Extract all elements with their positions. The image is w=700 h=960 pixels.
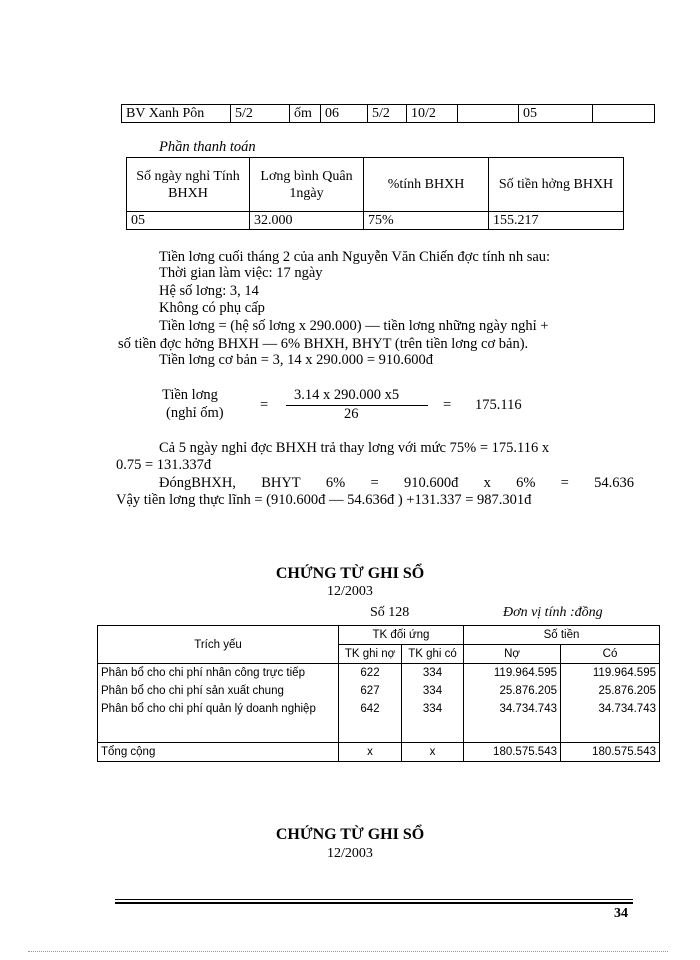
unit-label: Đơn vị tính :đồng [503, 605, 603, 620]
word: 910.600đ [403, 475, 459, 491]
empty-cell [458, 105, 519, 123]
reason-cell: ốm [290, 105, 321, 123]
days-cell: 06 [321, 105, 368, 123]
header-cell: Trích yếu [98, 626, 339, 664]
table-row [98, 664, 660, 683]
header-cell: TK đối ứng [339, 626, 464, 645]
text-line: Cả 5 ngày nghỉ đợc BHXH trả thay lơng với mức 75% = 175.116 x [159, 440, 550, 456]
word: x [483, 475, 491, 491]
formula-result: 175.116 [475, 397, 522, 413]
cell: 34.734.743 [464, 700, 561, 718]
word: = [560, 475, 569, 491]
word: = [370, 475, 379, 491]
text-line: Không có phụ cấp [159, 300, 265, 316]
header-cell: Số tiền [464, 626, 660, 645]
cell [402, 718, 464, 743]
header-cell: Số ngày nghỉ Tính BHXH [127, 158, 250, 212]
text-line: Vậy tiền lơng thực lĩnh = (910.600đ — 54.636đ ) +131.337 = 987.301đ [116, 492, 532, 508]
cell: x [339, 743, 402, 762]
header-cell: Số tiền hởng BHXH [489, 158, 624, 212]
count-cell: 05 [519, 105, 593, 123]
text-line: Hệ số lơng: 3, 14 [159, 283, 259, 299]
table-header-row [98, 626, 660, 645]
cell: 627 [339, 682, 402, 700]
cell: 334 [402, 664, 464, 683]
header-cell: TK ghi có [402, 645, 464, 664]
voucher-number: Số 128 [370, 605, 410, 620]
cell: 32.000 [250, 212, 364, 230]
formula-equals: = [443, 397, 452, 413]
voucher-title: CHỨNG TỪ GHI SỔ [275, 565, 425, 582]
table-row [127, 212, 624, 230]
empty-cell [593, 105, 655, 123]
text-line: Thời gian làm việc: 17 ngày [159, 265, 323, 281]
cell: Phân bổ cho chi phí nhân công trực tiếp [98, 664, 339, 683]
payment-table [126, 157, 624, 230]
header-cell: Lơng bình Quân 1ngày [250, 158, 364, 212]
page-number: 34 [614, 906, 628, 921]
cell [464, 718, 561, 743]
sick-leave-row-table [121, 104, 655, 123]
cell: 34.734.743 [561, 700, 660, 718]
cell: 119.964.595 [561, 664, 660, 683]
header-cell: %tính BHXH [364, 158, 489, 212]
page-edge [28, 951, 668, 952]
justified-line [159, 475, 634, 491]
text-line: Tiền lơng cơ bản = 3, 14 x 290.000 = 910.600đ [159, 352, 434, 368]
formula-numerator: 3.14 x 290.000 x5 [294, 387, 400, 403]
formula-label-top: Tiền lơng [162, 387, 218, 403]
table-row [98, 682, 660, 700]
word: ĐóngBHXH, [159, 475, 236, 491]
cell: 119.964.595 [464, 664, 561, 683]
cell: 180.575.543 [464, 743, 561, 762]
cell: 642 [339, 700, 402, 718]
voucher-date: 12/2003 [327, 846, 373, 861]
payment-title: Phần thanh toán [159, 139, 256, 155]
cell: 75% [364, 212, 489, 230]
cell: 334 [402, 700, 464, 718]
table-row [98, 700, 660, 718]
cell: 155.217 [489, 212, 624, 230]
cell [339, 718, 402, 743]
table-header-row [127, 158, 624, 212]
footer-rule [115, 902, 633, 904]
cell [561, 718, 660, 743]
cell: Phân bổ cho chi phí quản lý doanh nghiệp [98, 700, 339, 718]
text-line: 0.75 = 131.337đ [116, 457, 212, 473]
cell: 622 [339, 664, 402, 683]
footer-rule [115, 899, 633, 900]
cell: 05 [127, 212, 250, 230]
word: BHYT [261, 475, 301, 491]
header-cell: Nợ [464, 645, 561, 664]
cell: x [402, 743, 464, 762]
cell: 25.876.205 [464, 682, 561, 700]
formula-denominator: 26 [344, 406, 359, 422]
cell: Phân bổ cho chi phí sản xuất chung [98, 682, 339, 700]
voucher-date: 12/2003 [327, 584, 373, 599]
cell: Tổng cộng [98, 743, 339, 762]
from-cell: 5/2 [368, 105, 407, 123]
word: 6% [325, 475, 346, 491]
voucher-table [97, 625, 660, 762]
to-cell: 10/2 [407, 105, 458, 123]
text-line: số tiền đợc hởng BHXH — 6% BHXH, BHYT (trên tiền lơng cơ bản). [118, 336, 529, 352]
table-row [122, 105, 655, 123]
word: 54.636 [594, 475, 634, 491]
text-line: Tiền lơng = (hệ số lơng x 290.000) — tiền lơng những ngày nghỉ + [159, 318, 549, 334]
cell [98, 718, 339, 743]
formula-equals: = [260, 397, 269, 413]
cell: 334 [402, 682, 464, 700]
header-cell: TK ghi nợ [339, 645, 402, 664]
date-cell: 5/2 [231, 105, 290, 123]
formula-label-bottom: (nghỉ ốm) [166, 405, 224, 421]
hospital-cell: BV Xanh Pôn [122, 105, 231, 123]
word: 6% [516, 475, 536, 491]
header-cell: Có [561, 645, 660, 664]
voucher-title: CHỨNG TỪ GHI SỔ [275, 826, 425, 843]
text-line: Tiền lơng cuối tháng 2 của anh Nguyễn Văn Chiến đợc tính nh sau: [159, 249, 551, 265]
total-row [98, 743, 660, 762]
table-row [98, 718, 660, 743]
cell: 25.876.205 [561, 682, 660, 700]
cell: 180.575.543 [561, 743, 660, 762]
